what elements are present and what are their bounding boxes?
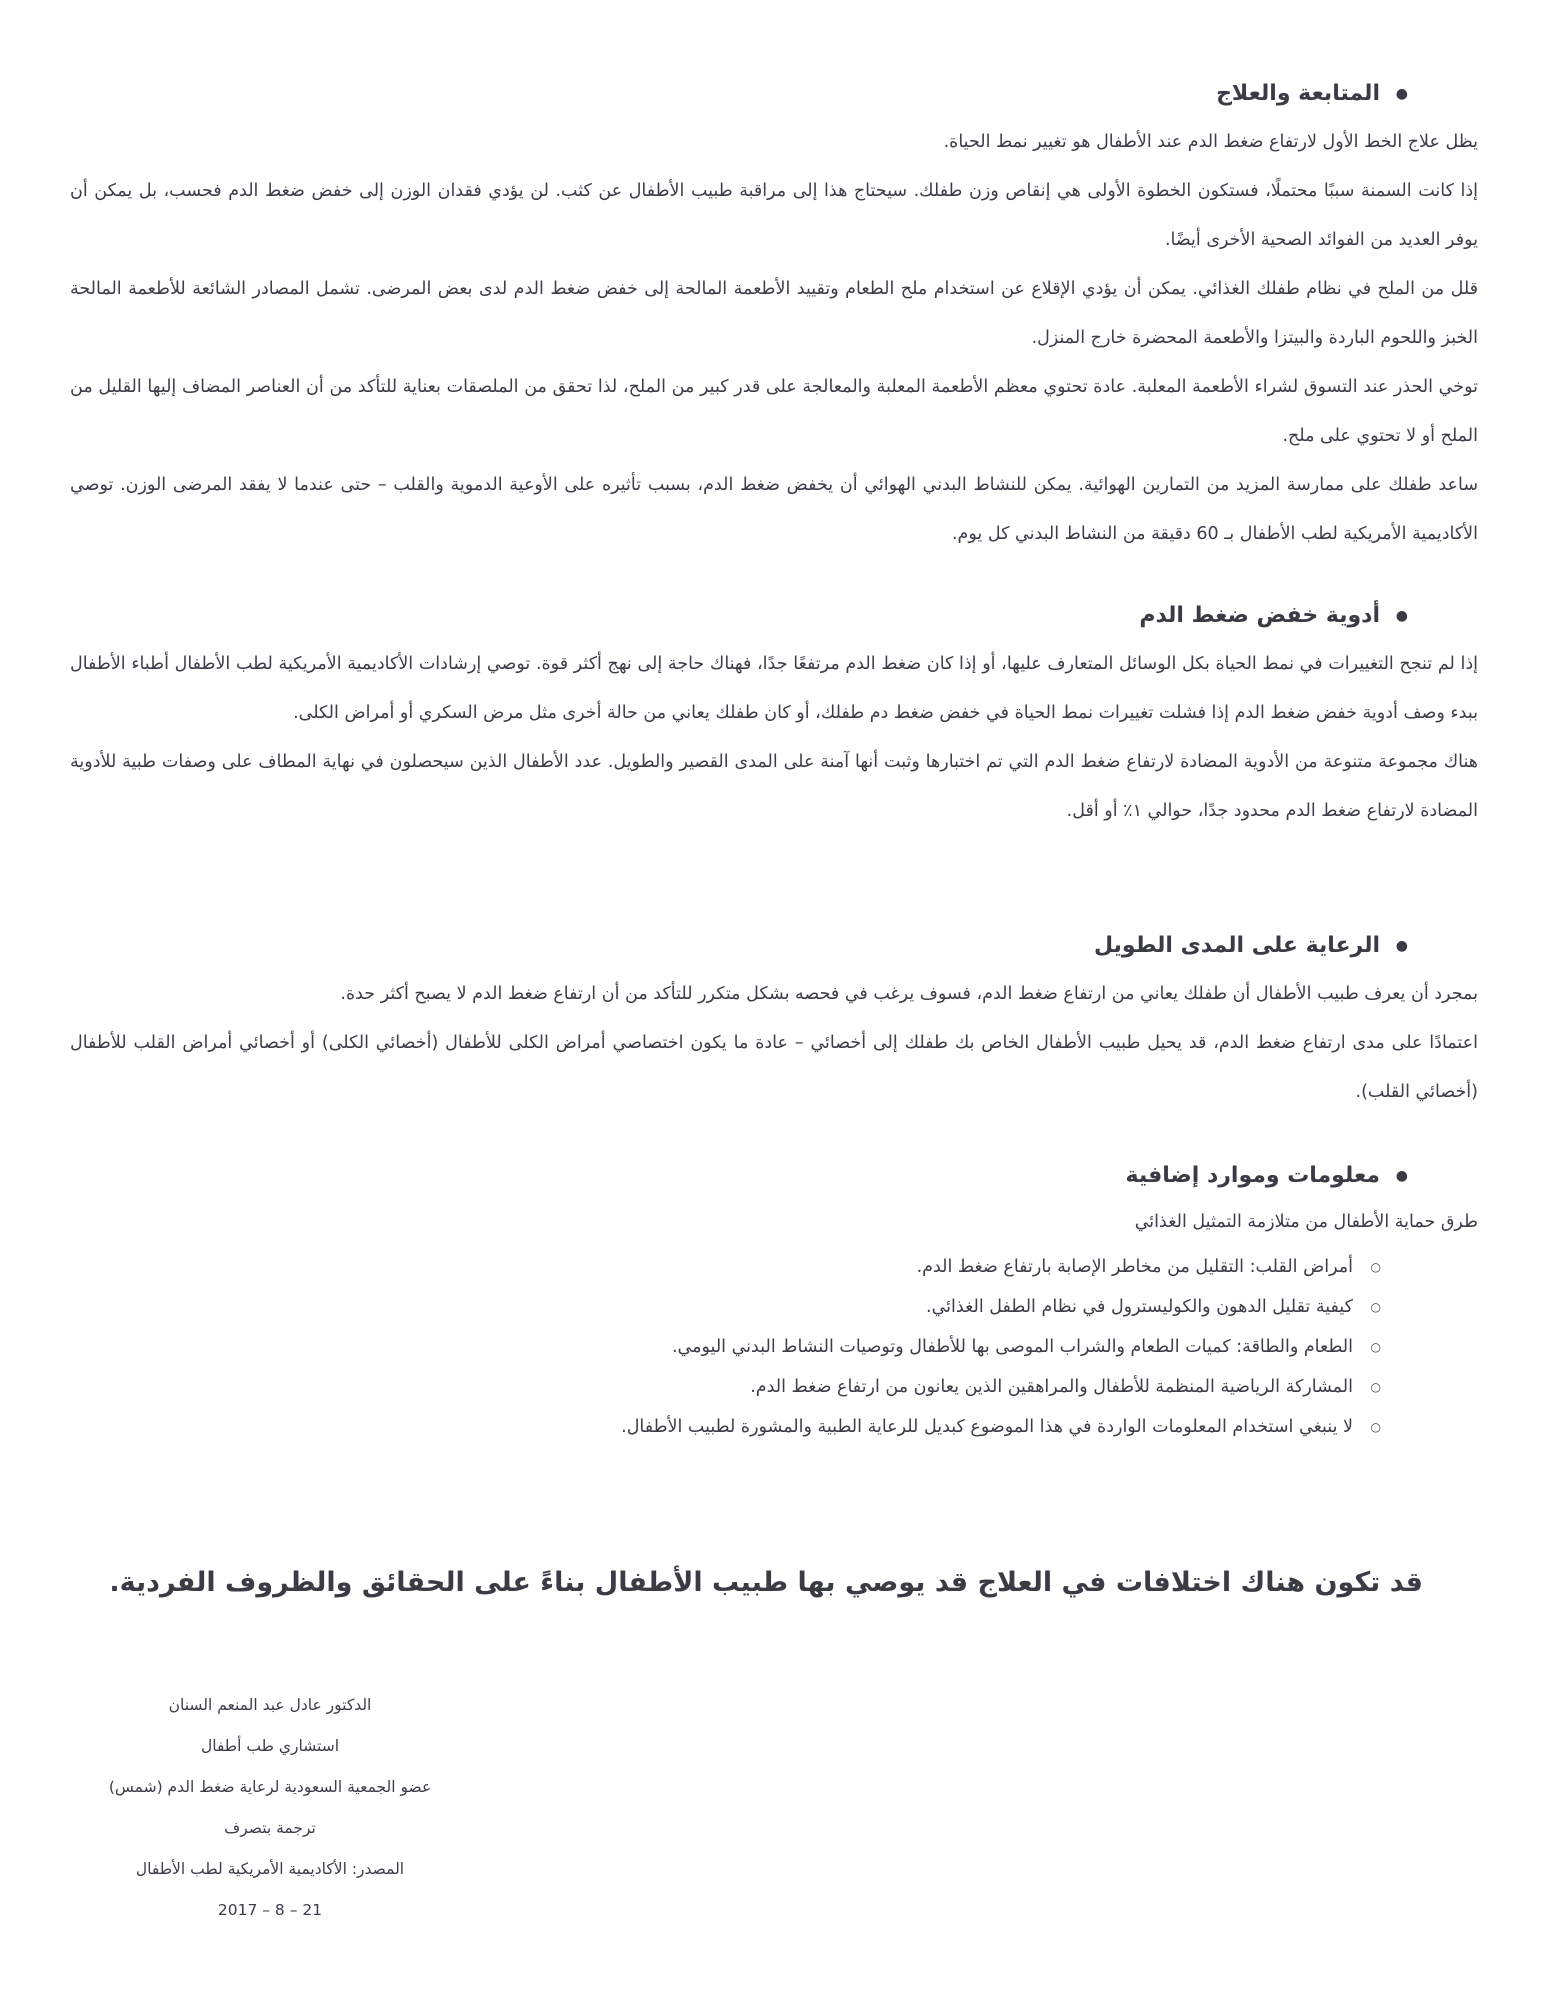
translation-note: ترجمة بتصرف [224,1819,316,1837]
signature-block [70,1685,470,1931]
circle-bullet-icon: ○ [1370,1260,1381,1274]
circle-bullet-icon: ○ [1370,1340,1381,1354]
source: المصدر: الأكاديمية الأمريكية لطب الأطفال [135,1860,405,1878]
paragraph: بمجرد أن يعرف طبيب الأطفال أن طفلك يعاني من ارتفاع ضغط الدم، فسوف يرغب في فحصه بشكل متكرر للتأكد من أن ارتفاع ضغط الدم لا يصبح أكثر حدة. [340,984,1478,1004]
section-long-term-care [70,930,1478,1117]
bullet-icon: ● [1395,608,1408,624]
conclusion-statement: قد تكون هناك اختلافات في العلاج قد يوصي بها طبيب الأطفال بناءً على الحقائق والظروف الفردية. [109,1567,1423,1598]
author-title: استشاري طب أطفال [200,1737,340,1755]
list-item: ○ لا ينبغي استخدام المعلومات الواردة في هذا الموضوع كبديل للرعاية الطبية والمشورة لطبيب الأطفال. [70,1407,1478,1447]
paragraph: ساعد طفلك على ممارسة المزيد من التمارين الهوائية. يمكن للنشاط البدني الهوائي أن يخفض ضغط الدم، بسبب تأثيره على الأوعية الدموية والقلب – حتى عندما لا يفقد المرضى الوزن. توصي الأكاديمية الأمريكية لطب الأطفال بـ 60 دقيقة من النشاط البدني كل يوم. [70,475,1478,544]
bullet-icon: ● [1395,938,1408,954]
list-item: ○ المشاركة الرياضية المنظمة للأطفال والمراهقين الذين يعانون من ارتفاع ضغط الدم. [70,1367,1478,1407]
bullet-icon: ● [1395,1168,1408,1184]
paragraph: يظل علاج الخط الأول لارتفاع ضغط الدم عند الأطفال هو تغيير نمط الحياة. [943,132,1478,152]
section-heading [70,930,1478,962]
author-membership: عضو الجمعية السعودية لرعاية ضغط الدم (شمس) [108,1778,432,1796]
paragraph: إذا كانت السمنة سببًا محتملًا، فستكون الخطوة الأولى هي إنقاص وزن طفلك. سيحتاج هذا إلى مراقبة طبيب الأطفال عن كثب. لن يؤدي فقدان الوزن إلى خفض ضغط الدم فحسب، بل يمكن أن يوفر العديد من الفوائد الصحية الأخرى أيضًا. [70,181,1478,250]
list-item: ○ كيفية تقليل الدهون والكوليسترول في نظام الطفل الغذائي. [70,1287,1478,1327]
list-item: ○ الطعام والطاقة: كميات الطعام والشراب الموصى بها للأطفال وتوصيات النشاط البدني اليومي. [70,1327,1478,1367]
heading-text: الرعاية على المدى الطويل [1094,933,1380,958]
date: 21 – 8 – 2017 [217,1901,323,1919]
heading-text: معلومات وموارد إضافية [1125,1163,1380,1188]
section-bp-medications [70,600,1478,836]
section-heading [70,600,1478,632]
section-heading [70,78,1478,110]
paragraph: هناك مجموعة متنوعة من الأدوية المضادة لارتفاع ضغط الدم التي تم اختبارها وثبت أنها آمنة على المدى القصير والطويل. عدد الأطفال الذين سيحصلون في نهاية المطاف على وصفات طبية للأدوية المضادة لارتفاع ضغط الدم محدود جدًا، حوالي ١٪ أو أقل. [70,752,1478,821]
section-additional-resources [70,1160,1478,1447]
circle-bullet-icon: ○ [1370,1420,1381,1434]
list-item: ○ أمراض القلب: التقليل من مخاطر الإصابة بارتفاع ضغط الدم. [70,1247,1478,1287]
paragraph: توخي الحذر عند التسوق لشراء الأطعمة المعلبة. عادة تحتوي معظم الأطعمة المعلبة والمعالجة على قدر كبير من الملح، لذا تحقق من الملصقات بعناية للتأكد من أن العناصر المضاف إليها القليل من الملح أو لا تحتوي على ملح. [70,377,1478,446]
section-heading [70,1160,1478,1192]
circle-bullet-icon: ○ [1370,1380,1381,1394]
paragraph: اعتمادًا على مدى ارتفاع ضغط الدم، قد يحيل طبيب الأطفال الخاص بك طفلك إلى أخصائي – عادة ما يكون اختصاصي أمراض الكلى للأطفال (أخصائي الكلى) أو أخصائي أمراض القلب للأطفال (أخصائي القلب). [70,1033,1478,1102]
paragraph: إذا لم تنجح التغييرات في نمط الحياة بكل الوسائل المتعارف عليها، أو إذا كان ضغط الدم مرتفعًا جدًا، فهناك حاجة إلى نهج أكثر قوة. توصي إرشادات الأكاديمية الأمريكية لطب الأطفال أطباء الأطفال ببدء وصف أدوية خفض ضغط الدم إذا فشلت تغييرات نمط الحياة في خفض ضغط دم طفلك، أو كان طفلك يعاني من حالة أخرى مثل مرض السكري أو أمراض الكلى. [70,654,1478,723]
section-followup-treatment [70,78,1478,559]
circle-bullet-icon: ○ [1370,1300,1381,1314]
heading-text: أدوية خفض ضغط الدم [1139,603,1380,628]
paragraph: قلل من الملح في نظام طفلك الغذائي. يمكن أن يؤدي الإقلاع عن استخدام ملح الطعام وتقييد الأطعمة المالحة إلى خفض ضغط الدم لدى بعض المرضى. تشمل المصادر الشائعة للأطعمة المالحة الخبز واللحوم الباردة والبيتزا والأطعمة المحضرة خارج المنزل. [70,279,1478,348]
resources-list [70,1247,1478,1447]
resources-intro: طرق حماية الأطفال من متلازمة التمثيل الغذائي [1134,1212,1478,1232]
bullet-icon: ● [1395,86,1408,102]
heading-text: المتابعة والعلاج [1216,81,1380,106]
author-name: الدكتور عادل عبد المنعم السنان [168,1696,372,1714]
